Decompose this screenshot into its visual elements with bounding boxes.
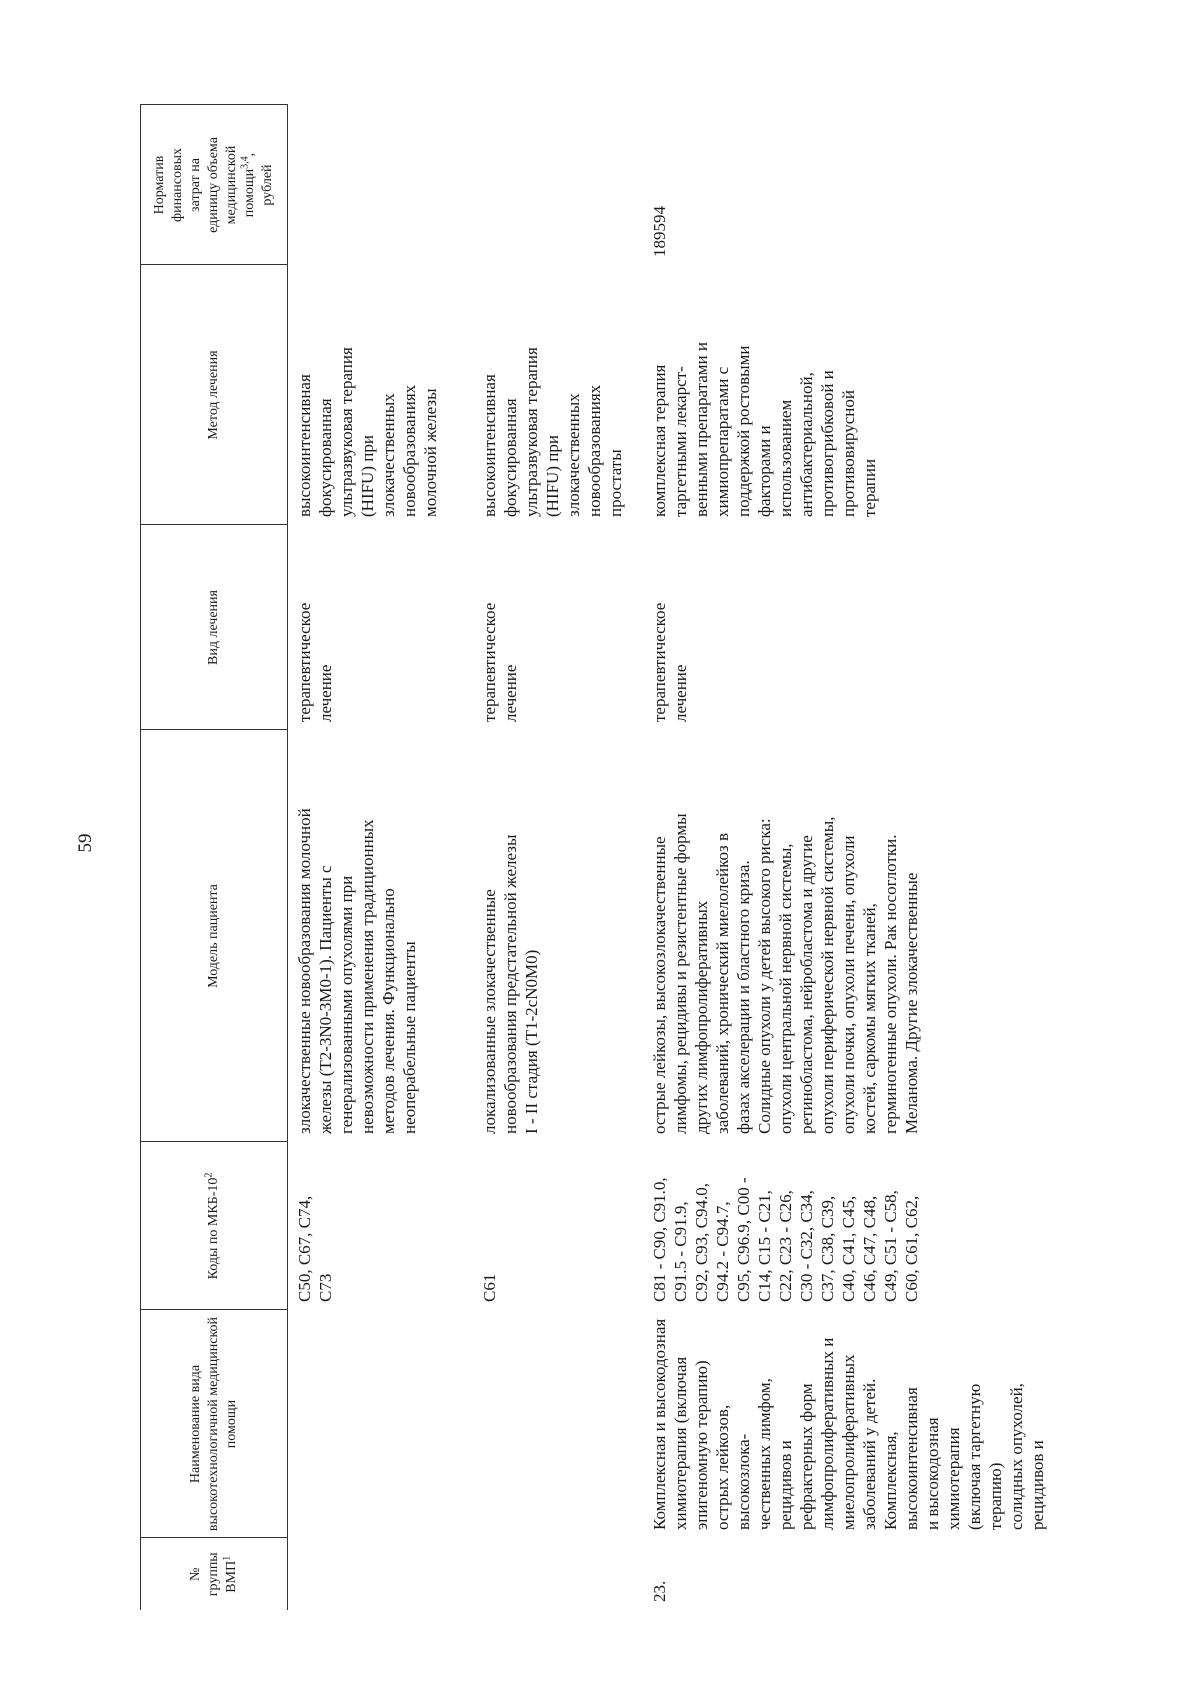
rotated-table-sheet: [140, 80, 1200, 1640]
header-codes: Коды по МКБ-$10^2$: [141, 1142, 288, 1310]
cell-treatment-type: терапевтическое лечение: [650, 602, 690, 722]
header-treatment-type: Вид лечения: [141, 525, 288, 730]
header-treatment-method: Метод лечения: [141, 265, 288, 525]
cell-name: [288, 1310, 474, 1538]
cell-name: [473, 1310, 643, 1538]
cell-group-no: [288, 1538, 474, 1610]
table-row: [473, 105, 643, 1610]
cell-patient-model: острые лейкозы, высокозлокачественные лимфомы, рецидивы и резистентные формы других лимфопролиферативных заболеваний, хронический миелолейкоз в фазах акселерации и бластного криза. Солидные опухоли у детей высокого риска: опухоли центральной нервной системы, ретинобластома, нейробластома и другие опухоли периферической нервной системы, опухоли почки, опухоли печени, опухоли костей, саркомы мягких тканей, герминогенные опухоли. Рак носоглотки. Меланома. Другие злокачественные: [650, 813, 921, 1134]
cell-patient-model: злокачественные новообразования молочной железы (T2-3N0-3M0-1). Пациенты с генерализованными опухолями при невозможности применения традиционных методов лечения. Функционально неоперабельные пациенты: [295, 808, 419, 1134]
cell-treatment-method: высокоинтенсивная фокусированная ультразвуковая терапия (HIFU) при злокачественных новообразованиях простаты: [480, 347, 625, 517]
cell-treatment-type: терапевтическое лечение: [480, 602, 520, 722]
table-row: [288, 105, 474, 1610]
cell-cost: [473, 105, 643, 265]
cell-name: Комплексная и высокодозная химиотерапия (включая эпигеномную терапию) острых лейкозов, высокозлока- чественных лимфом, рецидивов и рефрактерных форм лимфопролиферативных и миелопролиферативных заболеваний у детей. Комплексная, высокоинтенсивная и высокодозная химиотерапия (включая таргетную терапию) солидных опухолей, рецидивов и: [650, 1318, 1047, 1530]
cell-codes: С81 - С90, С91.0, С91.5 - С91.9, С92, С93, С94.0, С94.2 - С94.7, С95, С96.9, С00 - С14, С15 - С21, С22, С23 - С26, С30 - С32, С34, С37, С38, С39, С40, С41, С45, С46, С47, С48, С49, С51 - С58, С60, С61, С62,: [650, 1177, 921, 1302]
medical-care-table: [140, 105, 1052, 1611]
page-number: 59: [75, 833, 96, 853]
table-row: [643, 105, 1052, 1610]
cell-treatment-type: терапевтическое лечение: [295, 602, 335, 722]
cell-codes: С61: [480, 1273, 499, 1302]
cell-treatment-method: комплексная терапия таргетными лекарст- венными препаратами и химиопрепаратами с поддержкой ростовыми факторами и использованием антибактериальной, противогрибковой и противовирусной терапии: [650, 342, 879, 517]
header-patient-model: Модель пациента: [141, 730, 288, 1142]
cell-group-no: [473, 1538, 643, 1610]
header-group-no: № группы ВМП$^1$: [141, 1538, 288, 1610]
header-cost: Норматив финансовых затрат на единицу объема медицинской помощи$^{3,4}$, рублей: [141, 105, 288, 265]
cell-cost: [288, 105, 474, 265]
cell-treatment-method: высокоинтенсивная фокусированная ультразвуковая терапия (HIFU) при злокачественных новообразованиях молочной железы: [295, 347, 440, 517]
cell-cost: 189594: [650, 206, 669, 257]
header-name: Наименование вида высокотехнологичной медицинской помощи: [141, 1310, 288, 1538]
cell-codes: С50, С67, С74, С73: [295, 1195, 335, 1302]
table-header-row: [141, 105, 288, 1610]
cell-patient-model: локализованные злокачественные новообразования предстательной железы I - II стадия (T1-2cN0M0): [480, 834, 541, 1134]
cell-group-no: 23.: [650, 1580, 669, 1602]
